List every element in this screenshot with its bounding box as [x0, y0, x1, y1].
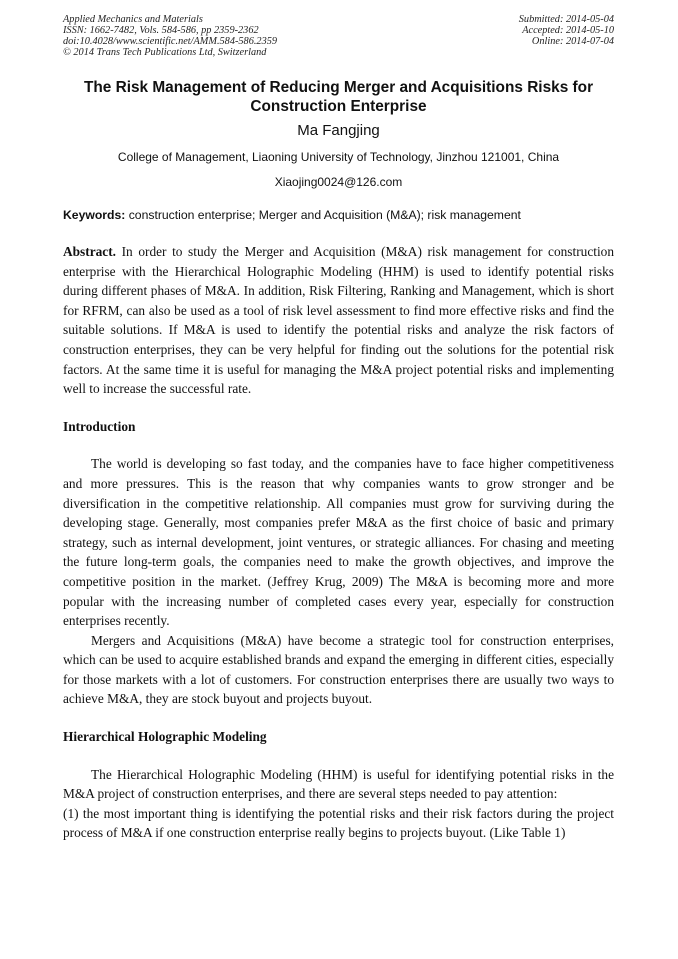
intro-paragraph-2: Mergers and Acquisitions (M&A) have become a strategic tool for construction enterprises, which can be used to acquire established brands and expand the emerging in different cities, especially for those markets with a lot of customers. For construction enterprises there are usually two ways to achieve M&A, they are stock buyout and projects buyout.	[63, 632, 614, 707]
keywords-label: Keywords:	[63, 208, 126, 222]
submitted-date: Submitted: 2014-05-04	[518, 14, 614, 25]
author-email: Xiaojing0024@126.com	[274, 175, 403, 189]
publication-dates	[519, 14, 614, 58]
hhm-paragraph-1: The Hierarchical Holographic Modeling (HHM) is useful for identifying potential risks in the M&A project of construction enterprises, and there are several steps needed to pay attention:	[63, 766, 614, 802]
hhm-paragraph-2: (1) the most important thing is identifying the potential risks and their risk factors during the project process of M&A if one construction enterprise really begins to projects buyout. (Like Table 1)	[63, 805, 614, 841]
online-date: Online: 2014-07-04	[531, 36, 614, 47]
paper-author: Ma Fangjing	[297, 122, 380, 139]
journal-info	[63, 14, 277, 58]
journal-doi: doi:10.4028/www.scientific.net/AMM.584-586.2359	[63, 36, 278, 47]
journal-issn: ISSN: 1662-7482, Vols. 584-586, pp 2359-2362	[63, 25, 259, 36]
abstract-label: Abstract.	[63, 244, 116, 259]
intro-paragraph-1: The world is developing so fast today, and the companies have to face higher competitiveness and more pressures. This is the reason that why companies wants to grow stronger and be diversification in the competitive relationship. All companies must grow for surviving during the developing stage. Generally, most companies prefer M&A as the first choice of basic and primary strategy, such as internal development, joint ventures, or strategic alliances. For chasing and meeting the future long-term goals, the companies need to make the growth objectives, and improve the competitive position in the market. (Jeffrey Krug, 2009) The M&A is becoming more and more popular with the increasing number of completed cases every year, especially for construction enterprises recently.	[63, 456, 614, 629]
paper-page	[63, 14, 614, 843]
keywords-text: construction enterprise; Merger and Acquisition (M&A); risk management	[128, 208, 521, 222]
abstract-text: In order to study the Merger and Acquisition (M&A) risk management for construction enterprise with the Hierarchical Holographic Modeling (HHM) is used to identify potential risks during different phases of M&A. In addition, Risk Filtering, Ranking and Management, which is short for RFRM, can also be used as a tool of risk level assessment to find more effective risks and find the suitable solutions. If M&A is used to identify the potential risks and analyze the risk factors of construction enterprises, they can be very helpful for finding out the solutions for the potential risk factors. At the same time it is useful for managing the M&A project potential risks and implementing well to increase the successful rate.	[63, 244, 614, 397]
keywords	[63, 207, 614, 223]
section-heading-introduction: Introduction	[63, 418, 136, 434]
abstract	[63, 242, 614, 399]
author-affiliation: College of Management, Liaoning University of Technology, Jinzhou 121001, China	[117, 150, 560, 164]
journal-name: Applied Mechanics and Materials	[63, 14, 203, 25]
section-heading-hhm: Hierarchical Holographic Modeling	[63, 729, 267, 745]
journal-copyright: © 2014 Trans Tech Publications Ltd, Switzerland	[63, 47, 267, 58]
paper-title: The Risk Management of Reducing Merger and Acquisitions Risks for Construction Enterprise	[83, 79, 594, 115]
accepted-date: Accepted: 2014-05-10	[522, 25, 614, 36]
journal-header	[63, 14, 614, 58]
